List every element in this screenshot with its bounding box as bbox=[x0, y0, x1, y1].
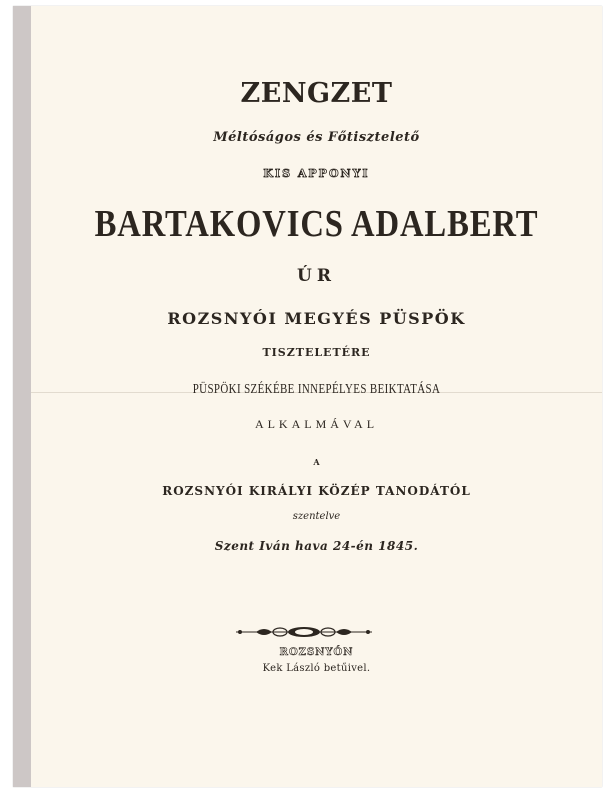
family-name: KIS APPONYI bbox=[263, 167, 370, 180]
school-line: ROZSNYÓI KIRÁLYI KÖZÉP TANODÁTÓL bbox=[162, 484, 471, 498]
title: ZENGZET bbox=[240, 78, 393, 109]
title-ur: ÚR bbox=[297, 266, 336, 286]
occasion-line: ALKALMÁVAL bbox=[254, 417, 379, 431]
binding-strip bbox=[13, 6, 31, 787]
date-line: Szent Iván hava 24-én 1845. bbox=[214, 539, 419, 553]
bishop-title: ROZSNYÓI MEGYÉS PÜSPÖK bbox=[167, 309, 466, 328]
printer-line: Kek László betűivel. bbox=[262, 663, 371, 674]
article-line: A bbox=[313, 457, 320, 467]
installation-line: PÜSPÖKI SZÉKÉBE INNEPÉLYES BEIKTATÁSA bbox=[192, 382, 441, 397]
place-line: ROZSNYÓN bbox=[279, 647, 354, 658]
honor-line: TISZTELETÉRE bbox=[262, 346, 371, 359]
honorific-line: Méltóságos és Főtisztelető bbox=[213, 130, 420, 145]
ornament-rule bbox=[234, 624, 374, 640]
dedicated-line: szentelve bbox=[292, 511, 341, 522]
bishop-name: BARTAKOVICS ADALBERT bbox=[94, 203, 539, 245]
